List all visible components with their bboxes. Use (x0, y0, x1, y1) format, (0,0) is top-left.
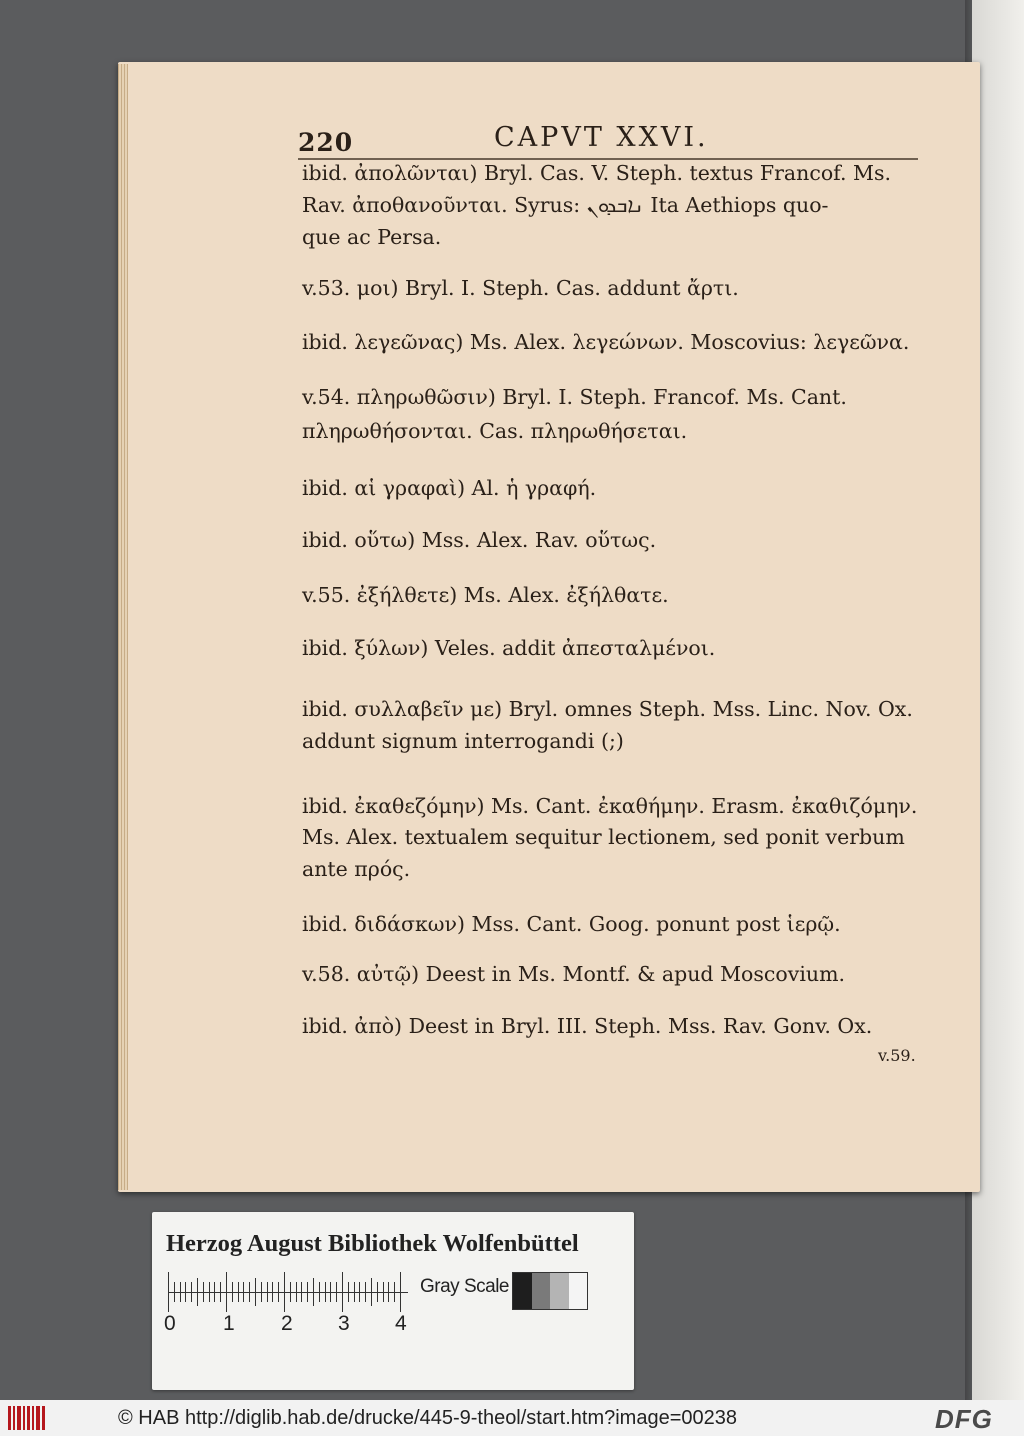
ruler-tick (174, 1282, 175, 1302)
ruler-tick (203, 1282, 204, 1302)
text-line: ibid. συλλαβεῖν με) Bryl. omnes Steph. Mss. Linc. Nov. Ox. (302, 697, 913, 721)
ruler-tick (383, 1282, 384, 1302)
copyright-link[interactable]: © HAB http://diglib.hab.de/drucke/445-9-theol/start.htm?image=00238 (118, 1407, 737, 1429)
scale-number: 3 (338, 1312, 350, 1335)
ruler-tick (313, 1278, 314, 1306)
ruler-tick (255, 1278, 256, 1306)
text-line: ibid. ἐκαθεζόμην) Ms. Cant. ἐκαθήμην. Erasm. ἐκαθιζόμην. (302, 794, 918, 818)
swatch-black (513, 1273, 532, 1309)
ruler-tick (330, 1282, 331, 1302)
ruler-tick (400, 1272, 401, 1312)
ruler-tick (336, 1282, 337, 1302)
ruler-tick (354, 1282, 355, 1302)
text-line: v.58. αὐτῷ) Deest in Ms. Montf. & apud Moscovium. (302, 962, 846, 986)
ruler-tick (296, 1282, 297, 1302)
ruler-tick (238, 1282, 239, 1302)
ruler-tick (377, 1282, 378, 1302)
scale-number: 4 (395, 1312, 407, 1335)
ruler-baseline (168, 1292, 408, 1293)
text-line: v.54. πληρωθῶσιν) Bryl. I. Steph. Francof. Ms. Cant. (302, 385, 847, 409)
ruler-tick (272, 1282, 273, 1302)
ruler-tick (243, 1282, 244, 1302)
text-line: ibid. ἀπὸ) Deest in Bryl. III. Steph. Mss. Rav. Gonv. Ox. (302, 1014, 873, 1038)
text-line: πληρωθήσονται. Cas. πληρωθήσεται. (302, 419, 688, 443)
text-line: ante πρός. (302, 857, 411, 881)
text-line: que ac Persa. (302, 225, 442, 249)
ruler-tick (388, 1282, 389, 1302)
ruler-tick (307, 1282, 308, 1302)
text-line: ibid. ξύλων) Veles. addit ἀπεσταλμένοι. (302, 636, 716, 660)
ruler-tick (371, 1278, 372, 1306)
ruler-tick (342, 1272, 343, 1312)
scale-number: 0 (164, 1312, 176, 1335)
text-line: ibid. οὕτω) Mss. Alex. Rav. οὕτως. (302, 528, 657, 552)
ruler-tick (168, 1272, 169, 1312)
swatch-white (569, 1273, 588, 1309)
ruler-tick (261, 1282, 262, 1302)
scale-number: 1 (223, 1312, 235, 1335)
text-line: ibid. ἀπολῶνται) Bryl. Cas. V. Steph. textus Francof. Ms. (302, 161, 892, 185)
viewer-footer (0, 1400, 1024, 1436)
page-fore-edge (118, 64, 128, 1190)
ruler-tick (185, 1282, 186, 1302)
ruler-tick (290, 1282, 291, 1302)
ruler-tick (348, 1282, 349, 1302)
hab-logo-icon (8, 1406, 46, 1430)
ruler-tick (220, 1282, 221, 1302)
ruler-tick (394, 1282, 395, 1302)
ruler-tick (325, 1282, 326, 1302)
text-line: ibid. λεγεῶνας) Ms. Alex. λεγεώνων. Moscovius: λεγεῶνα. (302, 330, 910, 354)
catchword: v.59. (878, 1046, 916, 1065)
text-line: ibid. διδάσκων) Mss. Cant. Goog. ponunt post ἱερῷ. (302, 912, 841, 936)
ruler-tick (226, 1272, 227, 1312)
dfg-logo: DFG (935, 1404, 993, 1434)
swatch-light-gray (550, 1273, 569, 1309)
color-reference-card (152, 1212, 634, 1390)
running-head: CAPVT XXVI. (494, 122, 709, 153)
card-title: Herzog August Bibliothek Wolfenbüttel (166, 1230, 579, 1257)
ruler-tick (197, 1278, 198, 1306)
text-line: v.55. ἐξήλθετε) Ms. Alex. ἐξήλθατε. (302, 583, 669, 607)
ruler-tick (214, 1282, 215, 1302)
ruler-tick (249, 1282, 250, 1302)
gray-scale-swatches (512, 1272, 588, 1310)
ruler-tick (301, 1282, 302, 1302)
head-rule (298, 158, 918, 160)
ruler-tick (365, 1282, 366, 1302)
ruler-tick (180, 1282, 181, 1302)
ruler-tick (278, 1282, 279, 1302)
ruler-tick (267, 1282, 268, 1302)
ruler-tick (191, 1282, 192, 1302)
ruler-tick (284, 1272, 285, 1312)
ruler-tick (209, 1282, 210, 1302)
page-number: 220 (298, 128, 354, 157)
text-line: ibid. αἱ γραφαὶ) Al. ἡ γραφή. (302, 476, 597, 500)
text-line: v.53. μοι) Bryl. I. Steph. Cas. addunt ἄρτι. (302, 276, 739, 300)
scale-number: 2 (281, 1312, 293, 1335)
text-line: Rav. ἀποθανοῦνται. Syrus: ܢܐܒܕܘܢ Ita Aethiops quo- (302, 193, 829, 217)
ruler-tick (232, 1282, 233, 1302)
ruler-tick (319, 1282, 320, 1302)
text-line: Ms. Alex. textualem sequitur lectionem, sed ponit verbum (302, 825, 905, 849)
ruler-tick (359, 1282, 360, 1302)
gray-scale-label: Gray Scale (420, 1276, 509, 1297)
text-line: addunt signum interrogandi (;) (302, 729, 624, 753)
swatch-mid-gray (532, 1273, 551, 1309)
